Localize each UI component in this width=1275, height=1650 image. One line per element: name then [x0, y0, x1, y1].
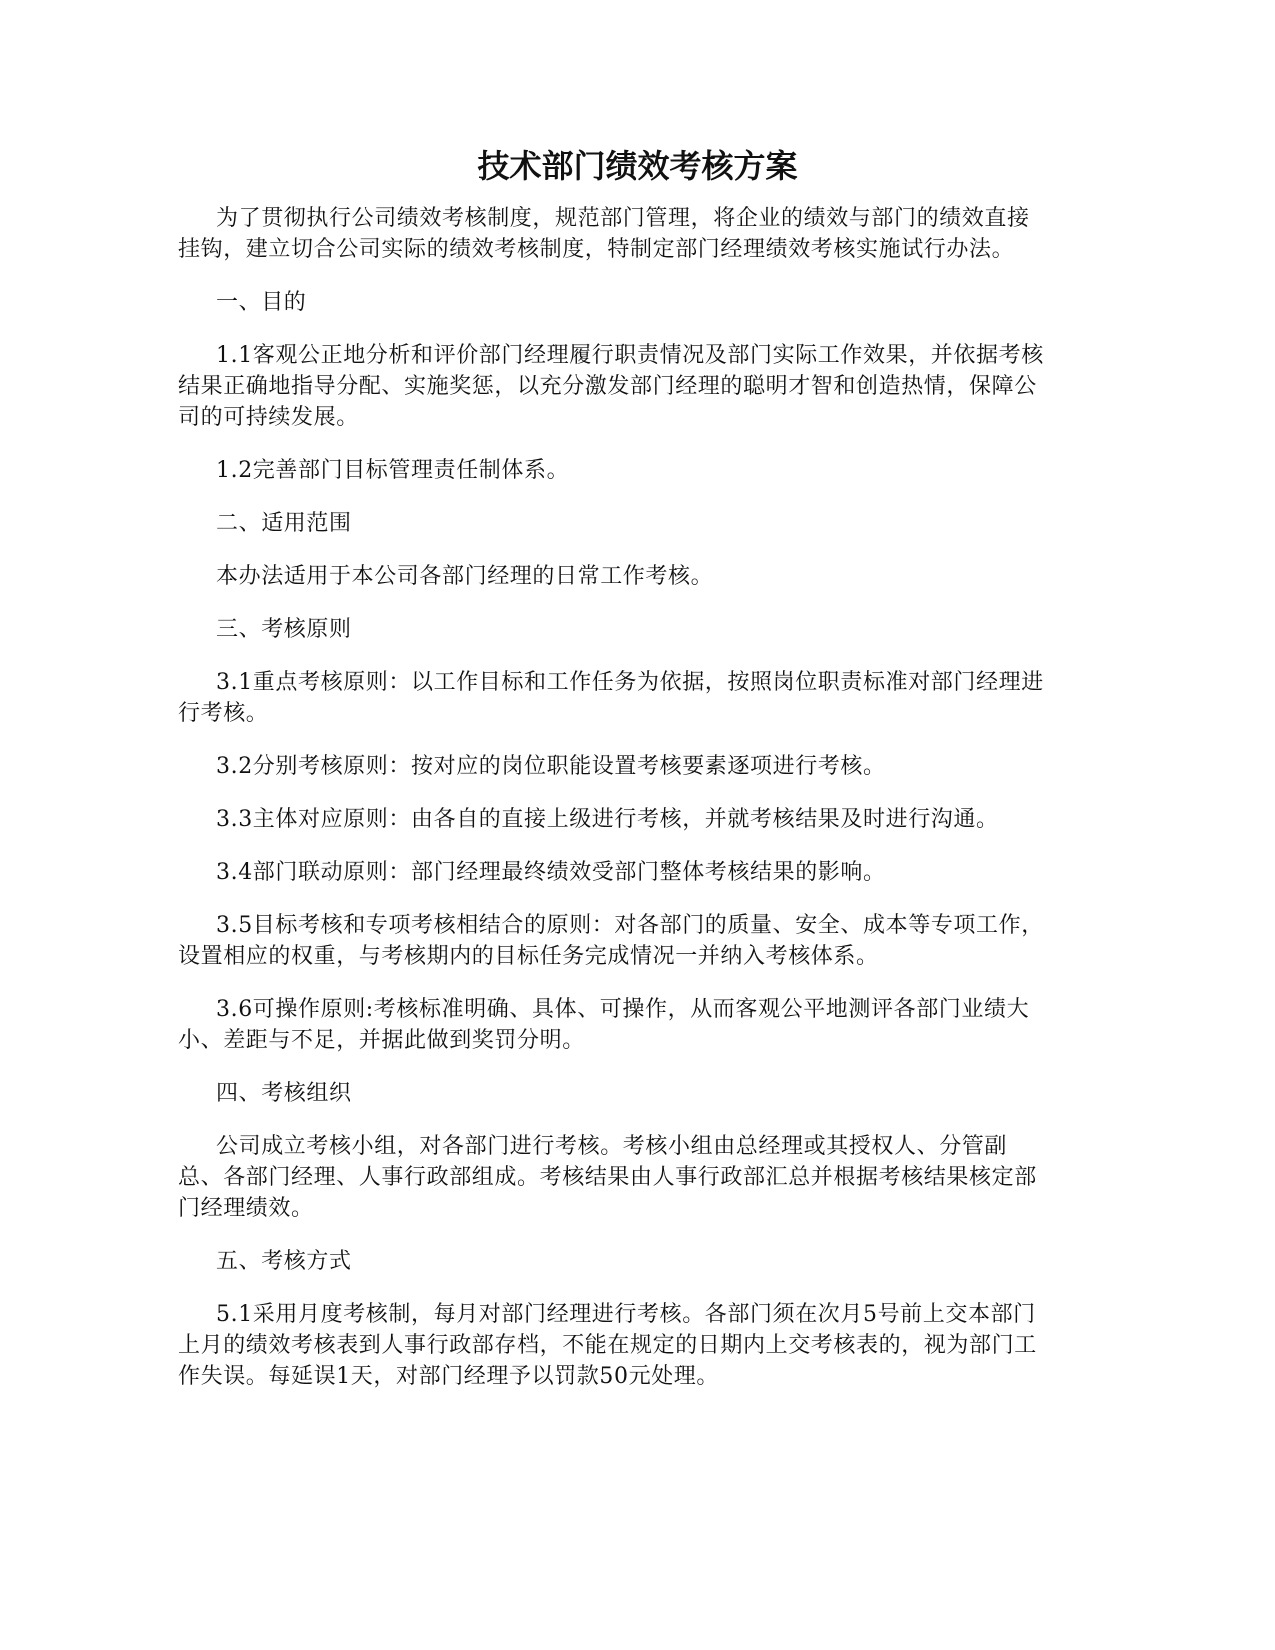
section-heading-scope: 二、适用范围: [216, 511, 352, 536]
document-title: 技术部门绩效考核方案: [477, 147, 798, 185]
clause-1-1: 1.1客观公正地分析和评价部门经理履行职责情况及部门实际工作效果，并依据考核结果正确地指导分配、实施奖惩，以充分激发部门经理的聪明才智和创造热情，保障公司的可持续发展。: [178, 343, 1044, 430]
clause-3-4: 3.4部门联动原则：部门经理最终绩效受部门整体考核结果的影响。: [216, 860, 886, 885]
clause-3-3: 3.3主体对应原则：由各自的直接上级进行考核，并就考核结果及时进行沟通。: [216, 807, 999, 832]
section-heading-method: 五、考核方式: [216, 1249, 352, 1274]
organization-paragraph: 公司成立考核小组，对各部门进行考核。考核小组由总经理或其授权人、分管副总、各部门经理、人事行政部组成。考核结果由人事行政部汇总并根据考核结果核定部门经理绩效。: [178, 1134, 1037, 1221]
clause-3-5: 3.5目标考核和专项考核相结合的原则：对各部门的质量、安全、成本等专项工作，设置相应的权重，与考核期内的目标任务完成情况一并纳入考核体系。: [178, 913, 1044, 969]
clause-1-2: 1.2完善部门目标管理责任制体系。: [216, 458, 570, 483]
clause-3-2: 3.2分别考核原则：按对应的岗位职能设置考核要素逐项进行考核。: [216, 754, 886, 779]
clause-3-6: 3.6可操作原则:考核标准明确、具体、可操作，从而客观公平地测评各部门业绩大小、差距与不足，并据此做到奖罚分明。: [178, 997, 1030, 1053]
clause-5-1: 5.1采用月度考核制，每月对部门经理进行考核。各部门须在次月5号前上交本部门上月的绩效考核表到人事行政部存档，不能在规定的日期内上交考核表的，视为部门工作失误。每延误1天，对部门经理予以罚款50元处理。: [178, 1302, 1037, 1389]
section-heading-principles: 三、考核原则: [216, 617, 352, 642]
intro-paragraph: 为了贯彻执行公司绩效考核制度，规范部门管理，将企业的绩效与部门的绩效直接挂钩，建立切合公司实际的绩效考核制度，特制定部门经理绩效考核实施试行办法。: [178, 206, 1030, 262]
scope-paragraph: 本办法适用于本公司各部门经理的日常工作考核。: [216, 564, 714, 589]
document-body: [178, 203, 1048, 1414]
clause-3-1: 3.1重点考核原则：以工作目标和工作任务为依据，按照岗位职责标准对部门经理进行考核。: [178, 670, 1044, 726]
section-heading-organization: 四、考核组织: [216, 1081, 352, 1106]
section-heading-purpose: 一、目的: [216, 290, 307, 315]
